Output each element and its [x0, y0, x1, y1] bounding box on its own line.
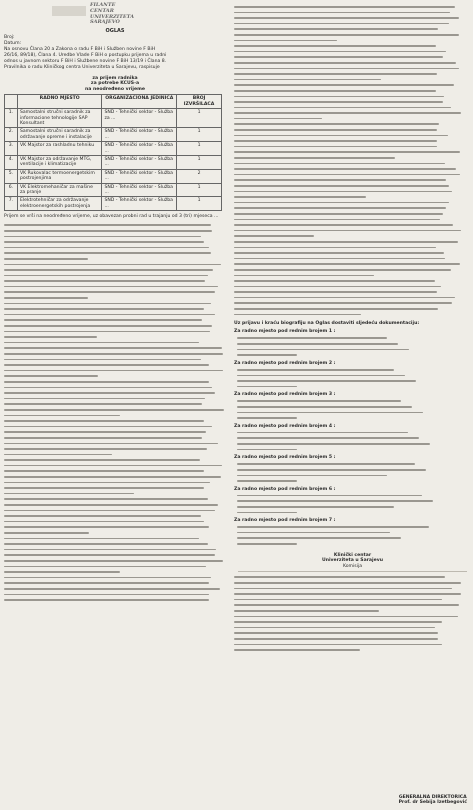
documents-section-title: Uz prijavu i kraću biografiju na Oglas dostaviti sljedeću dokumentaciju: — [234, 321, 420, 327]
text-line — [4, 597, 226, 603]
table-row: 4. VK Majstor za održavanje MTG, ventilacije i klimatizacije SND - Tehnički sektor - Služba ... 1 — [5, 156, 222, 170]
text-line — [234, 647, 467, 653]
document-requirement-item — [234, 361, 471, 389]
oglas-title: OGLAS — [105, 28, 125, 34]
document-requirement-item — [234, 455, 471, 483]
documents-list — [234, 329, 471, 546]
left-column — [0, 0, 230, 810]
document-requirement-item — [234, 329, 471, 357]
requirement-label: Za radno mjesto pod rednim brojem 6 : — [234, 486, 336, 492]
table-row: 1. Samostalni stručni saradnik za informacione tehnologije SAP Konsultant SND - Tehnički sektor - Služba za ... 1 — [5, 109, 222, 128]
table-row: 3. VK Majstor za rashladnu tehniku SND - Tehnički sektor - Služba ... 1 — [5, 142, 222, 156]
logo-text: FILANTE CENTAR UNIVERZITETA SARAJEVO — [90, 2, 134, 26]
table-row: 7. Elektrotehničar za održavanje elektroenergetskih postrojenja SND - Tehnički sektor - Služba ... 1 — [5, 197, 222, 211]
jobs-table — [4, 94, 222, 211]
left-body-text — [4, 222, 226, 602]
right-bottom-text — [234, 574, 467, 652]
col-unit: ORGANIZACIONA JEDINICA — [102, 95, 177, 109]
requirement-line — [234, 478, 471, 484]
right-top-text — [234, 4, 467, 317]
table-title: za prijem radnika za potrebe KCUS-a na neodređeno vrijeme — [84, 75, 146, 92]
right-column — [234, 0, 471, 810]
left-header-text: Broj: Datum: Na osnovu Člana 20 a Zakona o radu F BiH i Služben novine F BiH 26/16, 89/18), Člana 4. Uredbe Vlade F BiH o postupku prijema u radni odnos u javnom sektoru F BiH i Službene novine F BiH 13/19 i Člana 8. Pravilnika o radu Kliničkog centra Univerziteta u Sarajevu, raspisuje — [4, 35, 167, 71]
requirement-label: Za radno mjesto pod rednim brojem 1 : — [234, 329, 336, 335]
document-requirement-item — [234, 392, 471, 420]
requirement-label: Za radno mjesto pod rednim brojem 4 : — [234, 423, 336, 429]
table-row: 5. VK Rukovalac termoenergetskim postrojenjima SND - Tehnički sektor - Služba ... 2 — [5, 169, 222, 183]
requirement-line — [234, 384, 471, 390]
requirement-line — [234, 541, 471, 547]
col-num — [5, 95, 18, 109]
requirement-line — [234, 415, 471, 421]
signature-block-top: Klinički centar Univerziteta u Sarajevu Komisija — [321, 552, 383, 569]
document-requirement-item — [234, 518, 471, 546]
requirement-line — [234, 510, 471, 516]
requirement-line — [234, 352, 471, 358]
divider — [238, 571, 467, 572]
kcus-logo — [4, 2, 226, 24]
requirement-label: Za radno mjesto pod rednim brojem 3 : — [234, 392, 336, 398]
requirement-line — [234, 447, 471, 453]
left-body-note: Prijem se vrši na neodređeno vrijeme, uz obavezan probni rad u trajanju od 3 (tri) mjeseca ... — [4, 214, 219, 220]
requirement-label: Za radno mjesto pod rednim brojem 5 : — [234, 455, 336, 461]
table-row: 6. VK Elektromehaničar za mašine za pranje SND - Tehnički sektor - Služba ... 1 — [5, 183, 222, 197]
signature-block: GENERALNA DIREKTORICA Prof. dr Sebija Izetbegović — [398, 794, 467, 806]
table-row: 2. Samostalni stručni saradnik za održavanje opreme i instalacije SND - Tehnički sektor - Služba ... 1 — [5, 128, 222, 142]
document-requirement-item — [234, 487, 471, 515]
document-requirement-item — [234, 424, 471, 452]
col-job: RADNO MJESTO — [17, 95, 102, 109]
requirement-label: Za radno mjesto pod rednim brojem 2 : — [234, 360, 336, 366]
text-line — [234, 312, 467, 318]
requirement-label: Za radno mjesto pod rednim brojem 7 : — [234, 518, 336, 524]
col-count: BROJ IZVRŠILACA — [177, 95, 222, 109]
logo-mark — [52, 6, 86, 16]
